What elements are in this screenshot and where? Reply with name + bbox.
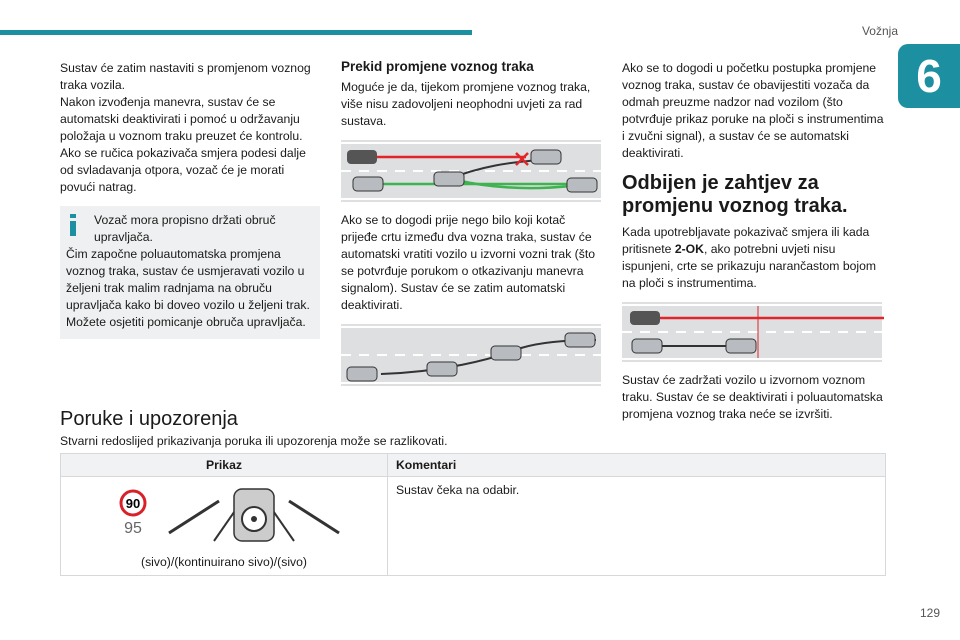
paragraph: Sustav će zadržati vozilo u izvornom voznom traku. Sustav će se deaktivirati i poluautomatska promjena voznog traka neće se izvršiti. bbox=[622, 373, 883, 421]
paragraph: Ako se to dogodi u početku postupka promjene voznog traka, sustav će obavijestiti vozača da odmah preuzme nadzor nad vozilom (što potvrđuje prikaz poruke na ploči s instrumentima i zvučni signal), a sustav će se automatski deaktivirati. bbox=[622, 61, 884, 160]
text-span: , ako potrebni uvjeti nisu ispunjeni, crte se prikazuju narančastom bojom na ploči s instrumentima. bbox=[622, 242, 877, 290]
note-text: Vozač mora propisno držati obruč upravljača. bbox=[94, 213, 276, 244]
paragraph: Ako se to dogodi prije nego bilo koji kotač prijeđe crtu između dva vozna traka, sustav će automatski vratiti vozilo u izvorni vozni trak (što se potvrđuje porukom o otkazivanju manevra signalom). Sustav će se zatim automatski deaktivirati. bbox=[341, 213, 595, 312]
chapter-tab: 6 bbox=[898, 44, 960, 108]
column-header: Komentari bbox=[388, 454, 886, 477]
paragraph: Nakon izvođenja manevra, sustav će se automatski deaktivirati i pomoć u održavanju položaja u voznom traku preuzet će kontrolu. bbox=[60, 95, 303, 143]
display-cell bbox=[61, 477, 388, 576]
column-header: Prikaz bbox=[61, 454, 388, 477]
current-speed-value: 95 bbox=[124, 520, 142, 537]
display-caption: (sivo)/(kontinuirano sivo)/(sivo) bbox=[141, 555, 307, 569]
speed-limit-sign-icon bbox=[121, 491, 145, 515]
table-row bbox=[61, 477, 886, 576]
info-icon bbox=[66, 214, 80, 236]
column-1 bbox=[60, 60, 320, 339]
column-3 bbox=[622, 60, 884, 423]
lane-change-cancel-diagram bbox=[341, 140, 601, 202]
paragraph: Sustav će zatim nastaviti s promjenom voznog traka vozila. bbox=[60, 61, 311, 92]
heading: Odbijen je zahtjev za promjenu voznog traka. bbox=[622, 172, 848, 217]
lane-assist-steering-icon bbox=[169, 489, 339, 541]
paragraph bbox=[622, 224, 884, 292]
messages-table bbox=[60, 453, 886, 576]
speed-limit-value: 90 bbox=[125, 496, 141, 511]
text-span: Kada upotrebljavate pokazivač smjera ili kada pritisnete bbox=[622, 225, 870, 256]
subheading: Prekid promjene voznog traka bbox=[341, 59, 534, 74]
paragraph: Ako se ručica pokazivača smjera podesi dalje od svladavanja otpora, vozač će je morati povući natrag. bbox=[60, 146, 306, 194]
section-title: Poruke i upozorenja bbox=[60, 408, 238, 430]
page-number: 129 bbox=[919, 606, 940, 620]
key-label: 2-OK bbox=[674, 242, 704, 256]
cluster-display bbox=[69, 483, 379, 569]
column-2 bbox=[341, 58, 601, 396]
cross-icon bbox=[516, 153, 528, 165]
top-accent-bar bbox=[0, 30, 472, 35]
info-note bbox=[60, 206, 320, 339]
note-text: Čim započne poluautomatska promjena voznog traka, sustav će usmjeravati vozilo u željeni trak malim radnjama na obruču upravljača kako bi doveo vozilo u željeni trak. Možete osjetiti pomicanje obruča upravljača. bbox=[66, 247, 310, 329]
chapter-label: Vožnja bbox=[861, 24, 898, 38]
comment-cell: Sustav čeka na odabir. bbox=[388, 477, 886, 576]
section-subtitle: Stvarni redoslijed prikazivanja poruka ili upozorenja može se razlikovati. bbox=[60, 434, 448, 448]
paragraph: Moguće je da, tijekom promjene voznog traka, više nisu zadovoljeni neophodni uvjeti za rad sustava. bbox=[341, 80, 591, 128]
lane-change-return-diagram bbox=[341, 324, 601, 386]
lane-change-refused-diagram bbox=[622, 302, 882, 362]
table-header-row bbox=[61, 454, 886, 477]
